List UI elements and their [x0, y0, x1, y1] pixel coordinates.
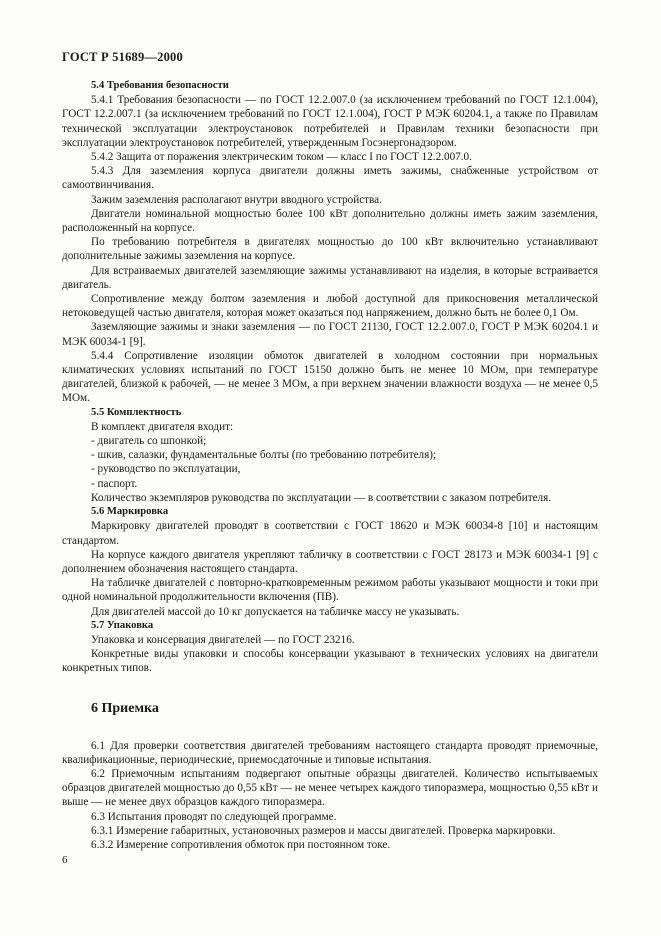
paragraph: Маркировку двигателей проводят в соответствии с ГОСТ 18620 и МЭК 60034-8 [10] и настоящим стандартом.: [62, 520, 598, 547]
paragraph: 6.3.2 Измерение сопротивления обмоток при постоянном токе.: [91, 838, 391, 851]
paragraph: По требованию потребителя в двигателях мощностью до 100 кВт включительно устанавливают дополнительные зажимы заземления на корпусе.: [62, 236, 598, 263]
list-item: - двигатель со шпонкой;: [91, 435, 207, 448]
paragraph: Для двигателей массой до 10 кг допускается на табличке массу не указывать.: [91, 605, 460, 618]
page-number: 6: [62, 854, 68, 866]
paragraph: 5.4.4 Сопротивление изоляции обмоток двигателей в холодном состоянии при нормальных климатических условиях испытаний по ГОСТ 15150 должно быть не менее 10 МОм, при температуре двигателей, близкой к рабочей, — не менее 3 МОм, а при верхнем значении влажности воздуха — не менее 0,5 МОм.: [62, 349, 598, 405]
paragraph: На табличке двигателей с повторно-кратковременным режимом работы указывают мощности и токи при одной номинальной продолжительности включения (ПВ).: [62, 577, 598, 604]
paragraph: 6.2 Приемочным испытаниям подвергают опытные образцы двигателей. Количество испытываемых образцов двигателей мощностью до 0,55 кВт — не менее четырех каждого типоразмера, мощностью 0,55 кВт и выше — не менее двух образцов каждого типоразмера.: [62, 767, 598, 809]
paragraph: Упаковка и консервация двигателей — по ГОСТ 23216.: [91, 633, 355, 646]
paragraph: 5.4.2 Защита от поражения электрическим током — класс I по ГОСТ 12.2.007.0.: [91, 151, 472, 164]
paragraph: 5.4.1 Требования безопасности — по ГОСТ 12.2.007.0 (за исключением требований по ГОСТ 12.1.004), ГОСТ 12.2.007.1 (за исключением требований по ГОСТ 12.1.004), ГОСТ Р МЭК 60204.1, а также по Правилам технической эксплуатации электроустановок потребителей и Правилам техники безопасности при эксплуатации электроустановок потребителей, утвержденным Госэнергонадзором.: [62, 94, 598, 149]
subsection-5-7-title: 5.7 Упаковка: [91, 619, 154, 631]
subsection-5-6-title: 5.6 Маркировка: [91, 506, 169, 518]
paragraph: 6.3 Испытания проводят по следующей программе.: [91, 810, 337, 823]
paragraph: Заземляющие зажимы и знаки заземления — по ГОСТ 21130, ГОСТ 12.2.007.0, ГОСТ Р МЭК 60204.1 и МЭК 60034-1 [9].: [62, 321, 598, 348]
paragraph: Количество экземпляров руководства по эксплуатации — в соответствии с заказом потребителя.: [91, 491, 552, 504]
list-item: - шкив, салазки, фундаментальные болты (по требованию потребителя);: [91, 449, 437, 462]
paragraph: В комплект двигателя входит:: [91, 420, 234, 433]
paragraph: Сопротивление между болтом заземления и любой доступной для прикосновения металлической нетоковедущей частью двигателя, которая может оказаться под напряжением, должно быть не более 0,1 Ом.: [62, 293, 598, 320]
paragraph: Конкретные виды упаковки и способы консервации указывают в технических условиях на двигатели конкретных типов.: [62, 648, 598, 675]
paragraph: Двигатели номинальной мощностью более 100 кВт дополнительно должны иметь зажим заземления, расположенный на корпусе.: [62, 207, 598, 235]
list-item: - руководство по эксплуатации,: [91, 463, 241, 476]
paragraph: 6.1 Для проверки соответствия двигателей требованиям настоящего стандарта проводят приемочные, квалификационные, периодические, приемосдаточные и типовые испытания.: [62, 739, 598, 766]
list-item: - паспорт.: [91, 477, 138, 490]
document-body: [62, 79, 598, 852]
subsection-5-4-title: 5.4 Требования безопасности: [91, 80, 229, 91]
paragraph: На корпусе каждого двигателя укрепляют табличку в соответствии с ГОСТ 28173 и МЭК 60034-1 [9] с дополнением обозначения настоящего стандарта.: [62, 548, 598, 575]
paragraph: Зажим заземления располагают внутри вводного устройства.: [91, 193, 382, 206]
paragraph: Для встраиваемых двигателей заземляющие зажимы устанавливают на изделия, в которые встраивается двигатель.: [62, 264, 598, 291]
paragraph: 6.3.1 Измерение габаритных, установочных размеров и массы двигателей. Проверка маркировки.: [91, 824, 556, 837]
subsection-5-5-title: 5.5 Комплектность: [91, 406, 182, 418]
section-6-title: 6 Приемка: [91, 700, 159, 716]
document-header: ГОСТ Р 51689—2000: [62, 50, 183, 64]
paragraph: 5.4.3 Для заземления корпуса двигатели должны иметь зажимы, снабженные устройством от самоотвинчивания.: [62, 165, 598, 192]
